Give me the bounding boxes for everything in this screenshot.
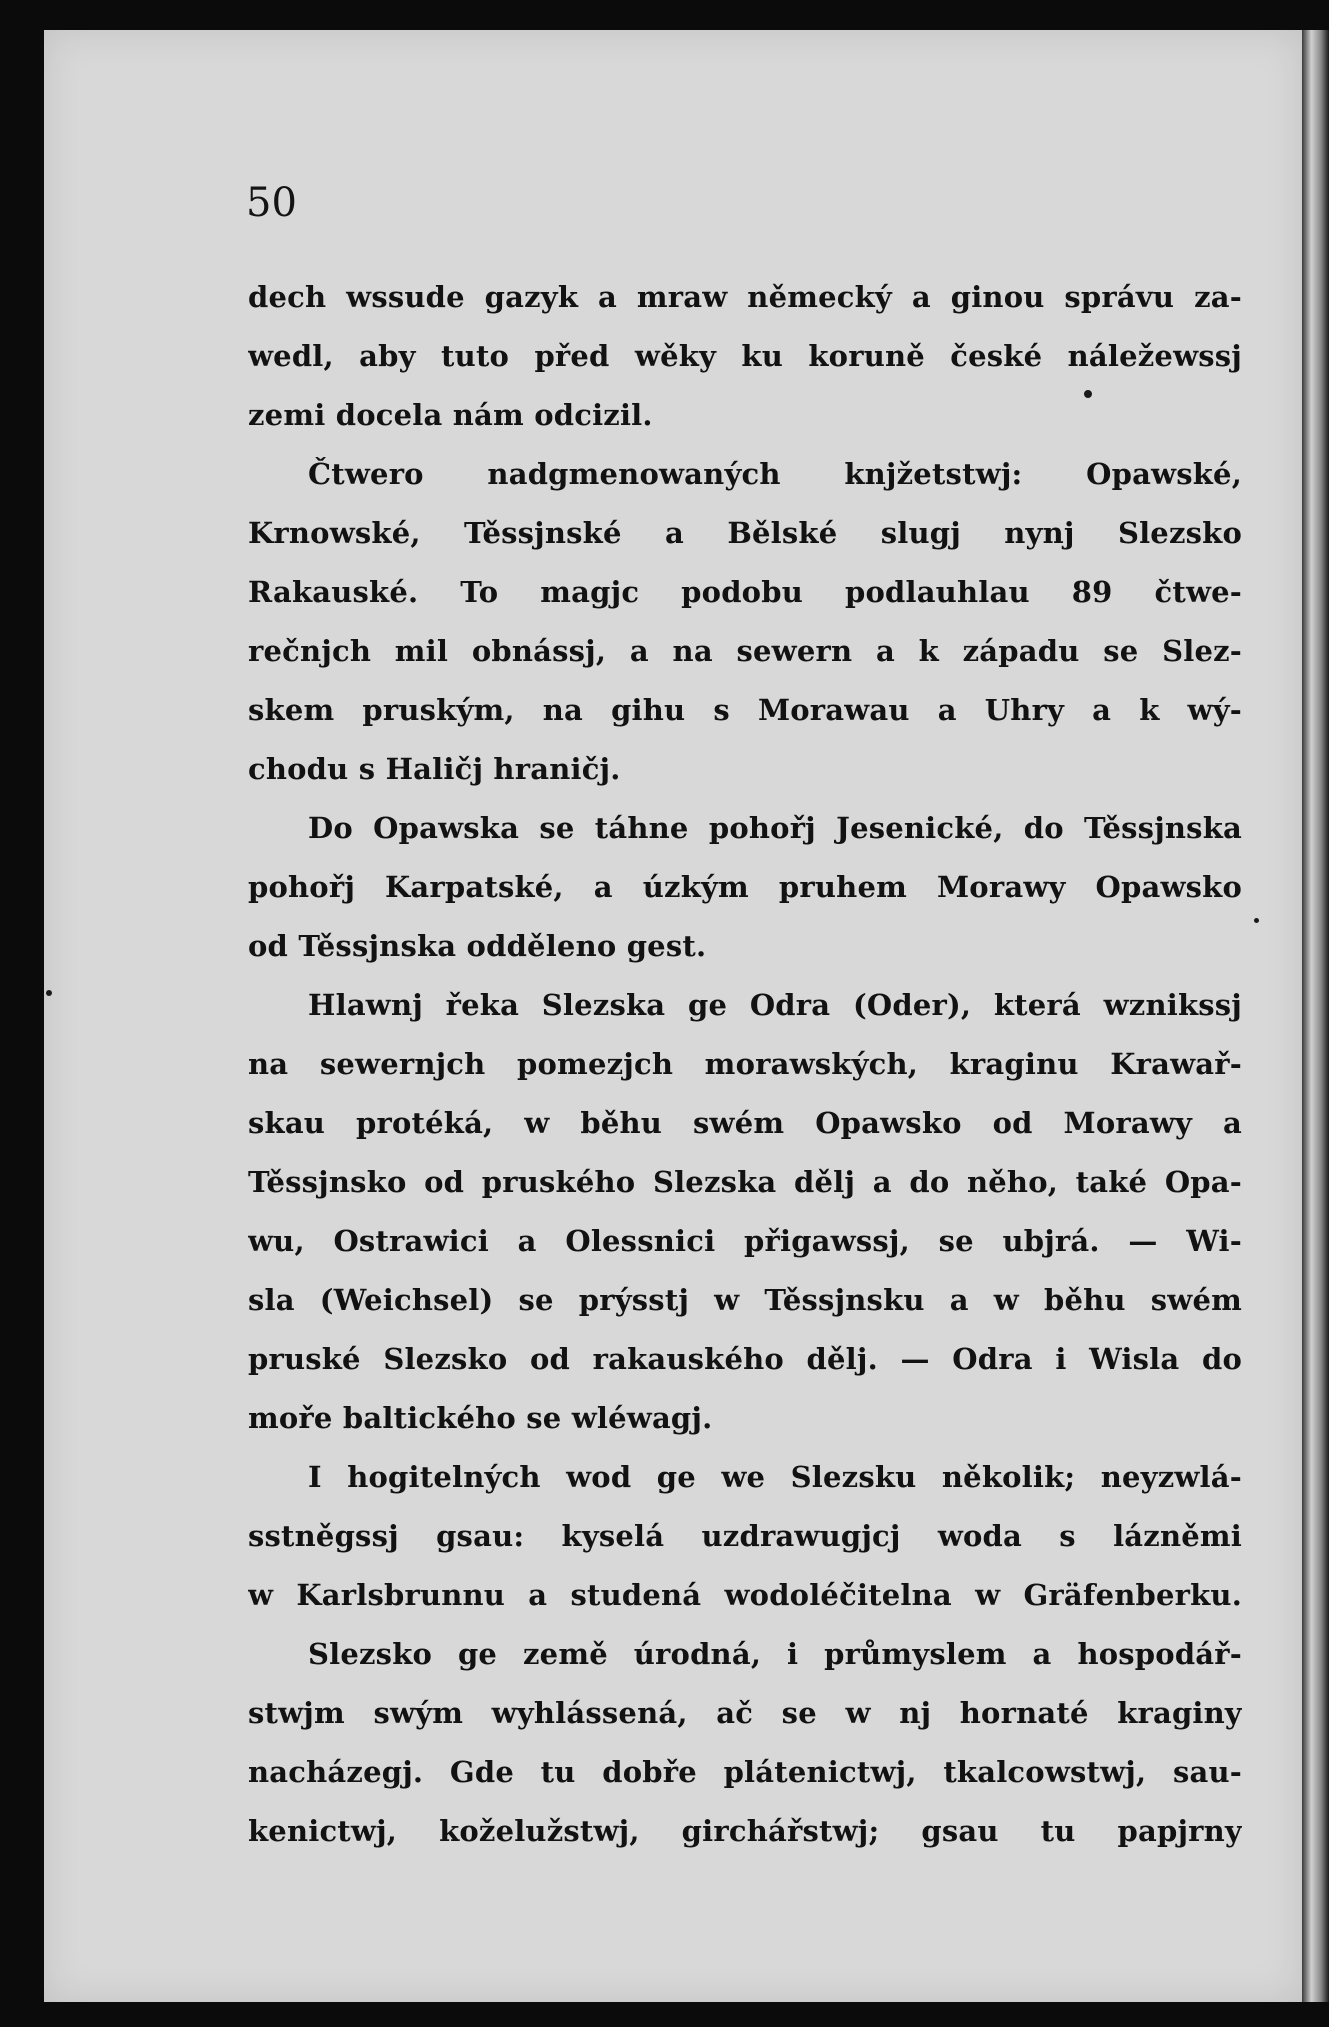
text-line: I hogitelných wod ge we Slezsku několik; neyzwlá- — [308, 1460, 1242, 1494]
text-line: Slezsko ge země úrodná, i průmyslem a hospodář- — [308, 1637, 1242, 1671]
text-line: Rakauské. To magjc podobu podlauhlau 89 čtwe- — [248, 575, 1242, 609]
text-line: chodu s Haličj hraničj. — [248, 752, 621, 786]
text-line: wedl, aby tuto před wěky ku koruně české náležewssj — [248, 339, 1242, 373]
text-line: Krnowské, Těssjnské a Bělské slugj nynj Slezsko — [248, 516, 1242, 550]
text-line: sstněgssj gsau: kyselá uzdrawugjcj woda s lázněmi — [248, 1519, 1242, 1553]
book-page — [44, 30, 1302, 2002]
text-line: zemi docela nám odcizil. — [248, 398, 653, 432]
text-line: rečnjch mil obnássj, a na sewern a k západu se Slez- — [248, 634, 1242, 668]
text-line: dech wssude gazyk a mraw německý a ginou správu za- — [248, 280, 1242, 314]
text-line: Těssjnsko od pruského Slezska dělj a do něho, také Opa- — [248, 1165, 1242, 1199]
text-line: moře baltického se wléwagj. — [248, 1401, 713, 1435]
text-line: kenictwj, koželužstwj, girchářstwj; gsau tu papjrny — [248, 1814, 1242, 1848]
text-line: nacházegj. Gde tu dobře plátenictwj, tkalcowstwj, sau- — [248, 1755, 1242, 1789]
text-line: od Těssjnska odděleno gest. — [248, 929, 707, 963]
text-line: pruské Slezsko od rakauského dělj. — Odra i Wisla do — [248, 1342, 1242, 1376]
text-line: Hlawnj řeka Slezska ge Odra (Oder), která wznikssj — [308, 988, 1242, 1022]
text-line: w Karlsbrunnu a studená wodoléčitelna w Gräfenberku. — [248, 1578, 1242, 1612]
ink-speck — [1084, 390, 1092, 398]
page-number: 50 — [246, 180, 297, 226]
text-line: Do Opawska se táhne pohořj Jesenické, do Těssjnska — [308, 811, 1242, 845]
text-line: na sewernjch pomezjch morawských, kraginu Krawař- — [248, 1047, 1242, 1081]
ink-speck — [46, 990, 52, 996]
ink-speck — [1254, 918, 1259, 923]
text-line: sla (Weichsel) se prýsstj w Těssjnsku a w běhu swém — [248, 1283, 1242, 1317]
text-line: stwjm swým wyhlássená, ač se w nj hornaté kraginy — [248, 1696, 1242, 1730]
text-line: skau protéká, w běhu swém Opawsko od Morawy a — [248, 1106, 1242, 1140]
page-edge — [1302, 30, 1329, 2002]
text-line: wu, Ostrawici a Olessnici přigawssj, se ubjrá. — Wi- — [248, 1224, 1242, 1258]
text-line: skem pruským, na gihu s Morawau a Uhry a k wý- — [248, 693, 1242, 727]
body-text — [248, 268, 1242, 1861]
text-line: Čtwero nadgmenowaných knjžetstwj: Opawské, — [308, 457, 1242, 491]
text-line: pohořj Karpatské, a úzkým pruhem Morawy Opawsko — [248, 870, 1242, 904]
